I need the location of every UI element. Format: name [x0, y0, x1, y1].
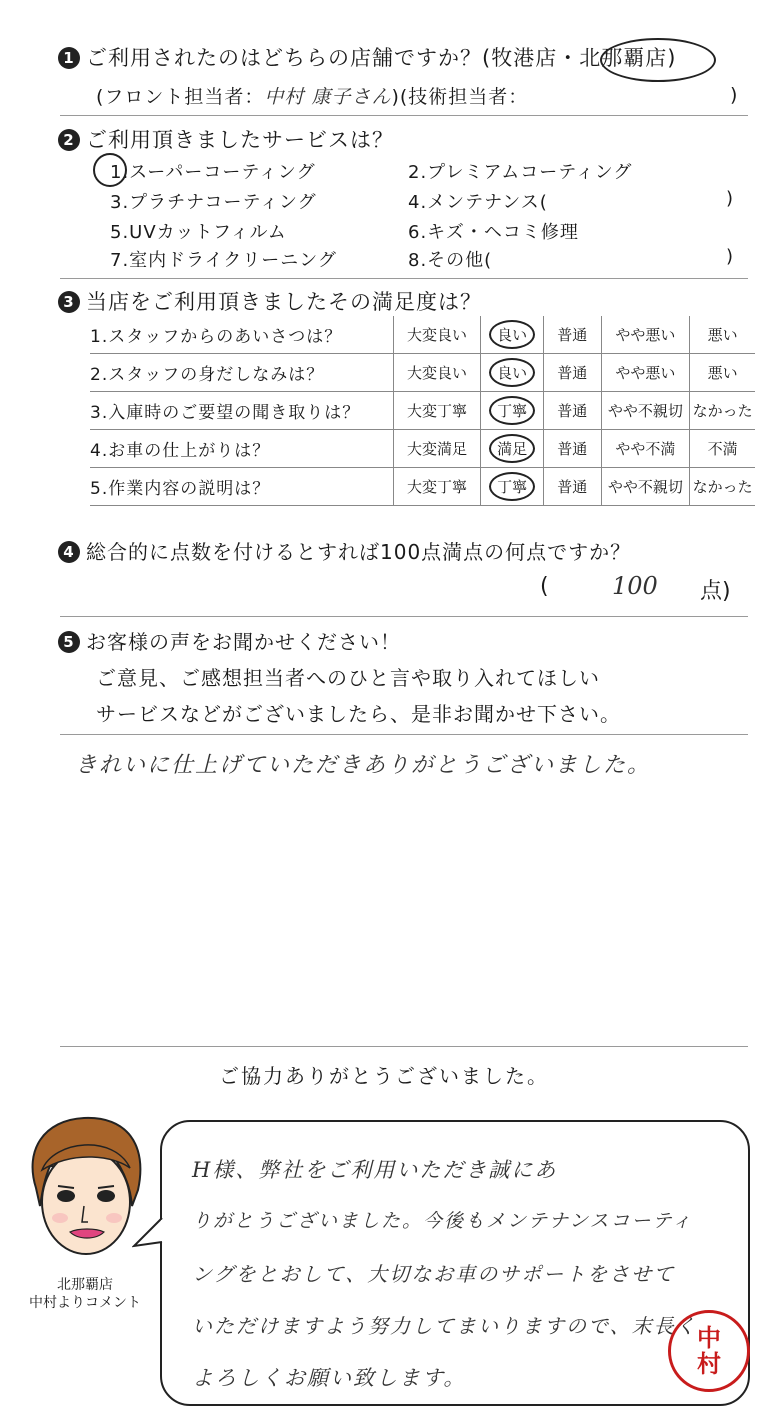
store-selection-circle — [600, 38, 716, 82]
reply-line: ングをとおして、大切なお車のサポートをさせて — [192, 1262, 676, 1286]
reply-line: H様、弊社をご利用いただき誠にあ — [192, 1158, 558, 1182]
satisfaction-option: 大変良い — [393, 354, 481, 392]
q1-badge: 1 — [58, 47, 80, 69]
name-seal-stamp: 中 村 — [668, 1310, 750, 1392]
satisfaction-option-selected: 丁寧 — [481, 468, 543, 506]
satisfaction-option: 大変丁寧 — [393, 392, 481, 430]
divider — [60, 278, 748, 279]
satisfaction-row — [90, 392, 755, 430]
store-makiminato: 牧港店 — [491, 46, 558, 70]
service-item: 6.キズ・ヘコミ修理 — [408, 222, 579, 243]
satisfaction-option: 普通 — [543, 468, 601, 506]
divider — [60, 1046, 748, 1047]
satisfaction-option: 不満 — [690, 430, 755, 468]
satisfaction-option: 普通 — [543, 430, 601, 468]
reply-line: いただけますよう努力してまいりますので、末長く — [192, 1314, 698, 1338]
satisfaction-option: 大変良い — [393, 316, 481, 354]
q4-question: 4 総合的に点数を付けるとすれば100点満点の何点ですか？ — [58, 536, 631, 565]
satisfaction-option: なかった — [690, 468, 755, 506]
satisfaction-option: 悪い — [690, 354, 755, 392]
divider — [60, 115, 748, 116]
service-selection-circle — [93, 153, 127, 187]
service-item: 2.プレミアムコーティング — [408, 162, 633, 183]
satisfaction-row — [90, 354, 755, 392]
satisfaction-option-selected: 満足 — [481, 430, 543, 468]
satisfaction-table — [90, 316, 755, 506]
store-kitanaha: 北那覇店 — [579, 46, 668, 70]
q3-question: 3 当店をご利用頂きましたその満足度は？ — [58, 286, 482, 316]
front-staff-name: 中村 康子さん — [264, 86, 392, 108]
service-item: 7.室内ドライクリーニング — [110, 250, 337, 271]
satisfaction-question: 1.スタッフからのあいさつは？ — [90, 316, 393, 354]
q5-badge: 5 — [58, 631, 80, 653]
q3-badge: 3 — [58, 291, 80, 313]
satisfaction-option: なかった — [690, 392, 755, 430]
satisfaction-option: 普通 — [543, 316, 601, 354]
divider — [60, 734, 748, 735]
satisfaction-row — [90, 316, 755, 354]
score-unit: 点) — [700, 579, 731, 604]
satisfaction-option: 大変満足 — [393, 430, 481, 468]
reply-line: りがとうございました。今後もメンテナンスコーティ — [192, 1210, 693, 1232]
q2-badge: 2 — [58, 129, 80, 151]
reply-line: よろしくお願い致します。 — [192, 1366, 467, 1390]
satisfaction-row — [90, 468, 755, 506]
satisfaction-option: やや不親切 — [601, 392, 689, 430]
service-item: 1.スーパーコーティング — [110, 162, 316, 183]
satisfaction-option: 悪い — [690, 316, 755, 354]
bubble-tail — [132, 1216, 166, 1260]
score-open: ( — [540, 574, 549, 599]
satisfaction-row — [90, 430, 755, 468]
divider — [60, 616, 748, 617]
customer-comment: きれいに仕上げていただきありがとうございました。 — [75, 753, 652, 778]
paren-close: ) — [726, 246, 735, 267]
q1-question: 1 ご利用されたのはどちらの店舗ですか？(牧港店・北那覇店) — [58, 42, 676, 72]
service-item: 8.その他( — [408, 250, 493, 271]
staff-reply-bubble — [160, 1120, 750, 1406]
q5-question: 5 お客様の声をお聞かせください！ — [58, 626, 401, 655]
satisfaction-option: やや不親切 — [601, 468, 689, 506]
satisfaction-option: 大変丁寧 — [393, 468, 481, 506]
q5-instructions: ご意見、ご感想担当者へのひと言や取り入れてほしい — [96, 666, 600, 690]
paren-close: ) — [726, 188, 735, 209]
satisfaction-option: 普通 — [543, 392, 601, 430]
satisfaction-option-selected: 丁寧 — [481, 392, 543, 430]
q5-instructions: サービスなどがございましたら、是非お聞かせ下さい。 — [96, 702, 621, 726]
staff-caption: 北那覇店 中村よりコメント — [29, 1277, 141, 1311]
q1-staff-line: (フロント担当者：中村 康子さん)(技術担当者： — [96, 86, 529, 108]
satisfaction-option: やや悪い — [601, 316, 689, 354]
satisfaction-question: 2.スタッフの身だしなみは？ — [90, 354, 393, 392]
satisfaction-question: 4.お車の仕上がりは？ — [90, 430, 393, 468]
satisfaction-option: やや悪い — [601, 354, 689, 392]
service-item: 5.UVカットフィルム — [110, 222, 287, 243]
q2-question: 2 ご利用頂きましたサービスは？ — [58, 124, 394, 154]
service-item: 3.プラチナコーティング — [110, 192, 317, 213]
score-value: 100 — [612, 572, 658, 600]
satisfaction-question: 3.入庫時のご要望の聞き取りは？ — [90, 392, 393, 430]
satisfaction-option: やや不満 — [601, 430, 689, 468]
thanks-message: ご協力ありがとうございました。 — [219, 1064, 549, 1088]
satisfaction-option-selected: 良い — [481, 354, 543, 392]
q1-staff-close: ) — [730, 84, 738, 106]
service-item: 4.メンテナンス( — [408, 192, 548, 213]
q4-badge: 4 — [58, 541, 80, 563]
satisfaction-option: 普通 — [543, 354, 601, 392]
satisfaction-option-selected: 良い — [481, 316, 543, 354]
satisfaction-question: 5.作業内容の説明は？ — [90, 468, 393, 506]
